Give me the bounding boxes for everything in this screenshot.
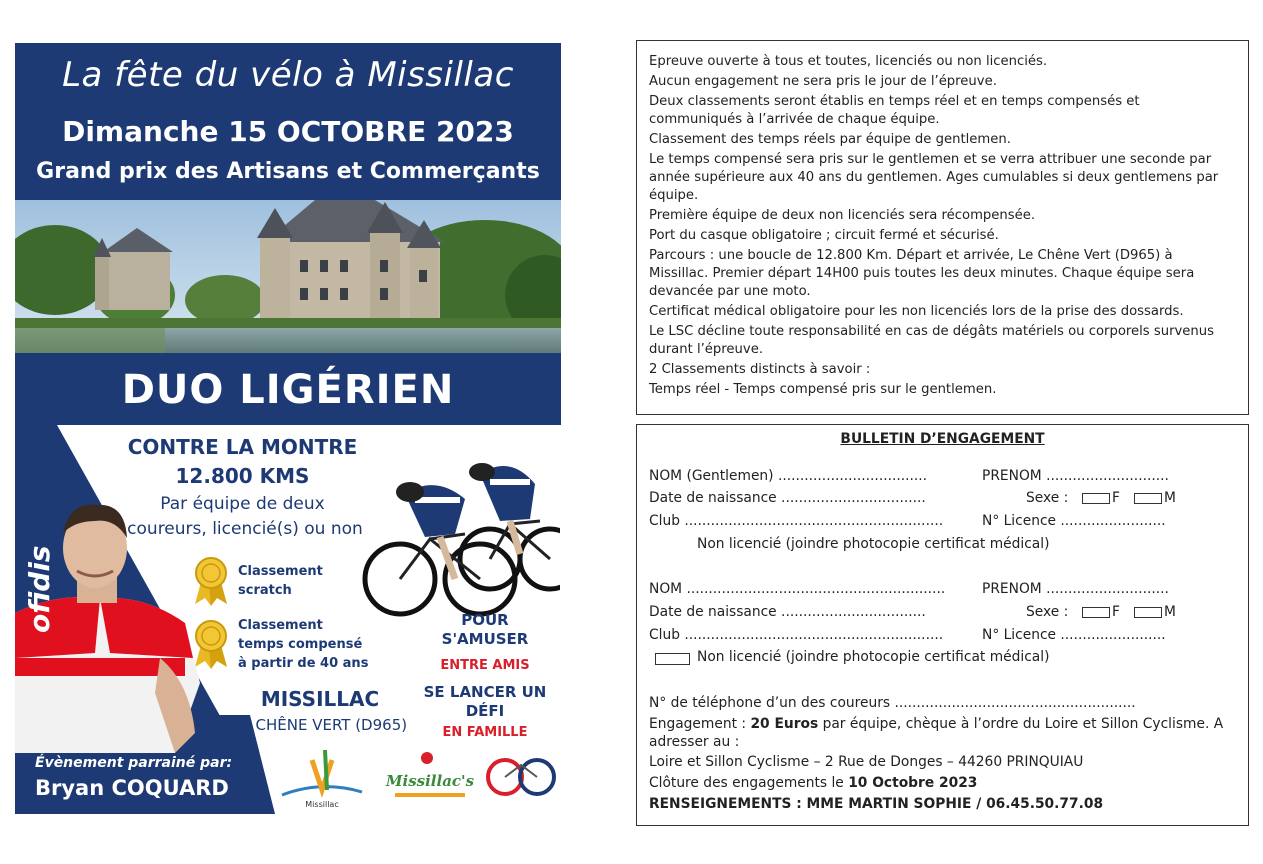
engagement-line-2: adresser au : <box>649 734 740 750</box>
sex-f-label: F <box>1112 490 1120 506</box>
rule-item: Aucun engagement ne sera pris le jour de l’épreuve. <box>649 74 997 89</box>
award-compensated-line-2: temps compensé <box>238 637 363 652</box>
rider2-name-field[interactable]: NOM ........................................................... <box>649 581 946 597</box>
jersey-sponsor-text: ofidis <box>23 545 56 633</box>
sponsor-label: Évènement parrainé par: <box>35 755 233 771</box>
rider2-licence-field[interactable]: N° Licence ........................ <box>982 627 1166 643</box>
rule-item: Certificat médical obligatoire pour les non licenciés lors de la prise des dossards. <box>649 304 1184 319</box>
poster-title: La fête du vélo à Missillac <box>62 55 514 95</box>
rules-list <box>649 53 1236 399</box>
rule-item: 2 Classements distincts à savoir : <box>649 362 871 377</box>
venue-town: MISSILLAC <box>260 687 380 711</box>
event-name: DUO LIGÉRIEN <box>121 367 455 413</box>
rule-item: Port du casque obligatoire ; circuit fermé et sécurisé. <box>649 228 999 243</box>
engagement-line <box>649 716 1223 732</box>
cycling-club-logo <box>485 755 557 799</box>
form-title: BULLETIN D’ENGAGEMENT <box>840 431 1045 447</box>
fun-heading <box>420 611 550 649</box>
rider2-birthdate-field[interactable]: Date de naissance ................................. <box>649 604 926 620</box>
sex-m-label: M <box>1164 490 1176 506</box>
rider1-licence-field[interactable]: N° Licence ........................ <box>982 513 1166 529</box>
rule-item: Temps réel - Temps compensé pris sur le gentlemen. <box>649 382 997 397</box>
award-compensated <box>238 616 378 673</box>
rules-box <box>636 40 1249 415</box>
rule-item: Première équipe de deux non licenciés sera récompensée. <box>649 208 1036 223</box>
award-scratch-line-2: scratch <box>238 583 292 598</box>
rider1-non-licensed-label: Non licencié (joindre photocopie certificat médical) <box>697 536 1050 552</box>
rule-item: Le LSC décline toute responsabilité en cas de dégâts matériels ou corporels survenus durant l’épreuve. <box>649 324 1215 357</box>
rider2-firstname-field[interactable]: PRENOM ............................ <box>982 581 1169 597</box>
race-type: CONTRE LA MONTRE <box>127 435 358 459</box>
rider2-sex-f-checkbox[interactable] <box>1082 607 1110 618</box>
sponsor-name: Bryan COQUARD <box>35 776 229 800</box>
rider2-non-licensed-checkbox[interactable] <box>655 653 690 665</box>
rule-item: Le temps compensé sera pris sur le gentlemen et se verra attribuer une seconde par année supérieure aux 40 ans du gentlemen. Ages cumulables si deux gentlemens par équipe. <box>649 152 1219 203</box>
rule-item: Parcours : une boucle de 12.800 Km. Départ et arrivée, Le Chêne Vert (D965) à Missillac. Premier départ 14H00 puis toutes les deux minutes. Chaque équipe sera devancée par une moto. <box>649 248 1195 299</box>
association-logo <box>385 748 475 808</box>
rider1-name-field[interactable]: NOM (Gentlemen) .................................. <box>649 468 928 484</box>
registration-form <box>636 424 1249 826</box>
poster-header <box>15 43 561 200</box>
award-scratch-line-1: Classement <box>238 564 323 579</box>
fun-line-5: DÉFI <box>465 702 505 720</box>
sex-f-label: F <box>1112 604 1120 620</box>
award-compensated-line-3: à partir de 40 ans <box>238 656 369 671</box>
closing-date: 10 Octobre 2023 <box>848 775 978 791</box>
challenge-heading <box>412 683 558 721</box>
rule-item: Classement des temps réels par équipe de gentlemen. <box>649 132 1011 147</box>
rider1-club-field[interactable]: Club ........................................................... <box>649 513 944 529</box>
rider1-birthdate-field[interactable]: Date de naissance ................................. <box>649 490 926 506</box>
rule-item: Deux classements seront établis en temps réel et en temps compensés et communiqués à l’arrivée de chaque équipe. <box>649 94 1140 127</box>
venue-place: LE CHÊNE VERT (D965) <box>232 716 408 734</box>
closing-date-line <box>649 775 977 791</box>
team-description-line-1: Par équipe de deux <box>160 494 325 514</box>
rider1-sex-f-checkbox[interactable] <box>1082 493 1110 504</box>
rider2-sex-m-checkbox[interactable] <box>1134 607 1162 618</box>
missillac-town-logo <box>277 740 367 810</box>
engagement-prefix: Engagement : <box>649 716 747 732</box>
fun-line-4: SE LANCER UN <box>423 683 547 701</box>
race-distance: 12.800 KMS <box>175 464 310 488</box>
rider2-non-licensed-label: Non licencié (joindre photocopie certificat médical) <box>697 649 1050 665</box>
sex-m-label: M <box>1164 604 1176 620</box>
postal-address: Loire et Sillon Cyclisme – 2 Rue de Donges – 44260 PRINQUIAU <box>649 754 1084 770</box>
poster-date: Dimanche 15 OCTOBRE 2023 <box>62 115 514 148</box>
engagement-amount: 20 Euros <box>750 716 819 732</box>
closing-date-prefix: Clôture des engagements le <box>649 775 844 791</box>
contact-info: RENSEIGNEMENTS : MME MARTIN SOPHIE / 06.45.50.77.08 <box>649 796 1104 812</box>
rider1-firstname-field[interactable]: PRENOM ............................ <box>982 468 1169 484</box>
rider1-sex-m-checkbox[interactable] <box>1134 493 1162 504</box>
award-compensated-line-1: Classement <box>238 618 323 633</box>
event-name-band <box>15 353 561 425</box>
fun-line-2: S'AMUSER <box>441 630 529 648</box>
fun-line-3: ENTRE AMIS <box>440 658 530 673</box>
castle-photo <box>15 200 561 353</box>
cyclists-illustration <box>360 429 560 629</box>
fun-line-6: EN FAMILLE <box>442 725 528 740</box>
rider2-sex-label: Sexe : <box>1026 604 1069 620</box>
poster-subtitle: Grand prix des Artisans et Commerçants <box>36 159 540 184</box>
event-poster <box>15 43 561 814</box>
engagement-suffix: par équipe, chèque à l’ordre du Loire et Sillon Cyclisme. A <box>822 716 1224 732</box>
team-description-line-2: coureurs, licencié(s) ou non <box>127 519 363 539</box>
fun-line-1: POUR <box>461 611 509 629</box>
association-logo-text: Missillac's <box>385 772 475 790</box>
phone-field[interactable]: N° de téléphone d’un des coureurs ....................................................... <box>649 695 1136 711</box>
missillac-logo-text: Missillac <box>305 800 339 809</box>
rule-item: Epreuve ouverte à tous et toutes, licenciés ou non licenciés. <box>649 54 1048 69</box>
rider2-club-field[interactable]: Club ........................................................... <box>649 627 944 643</box>
award-scratch <box>238 562 378 600</box>
rider1-sex-label: Sexe : <box>1026 490 1069 506</box>
